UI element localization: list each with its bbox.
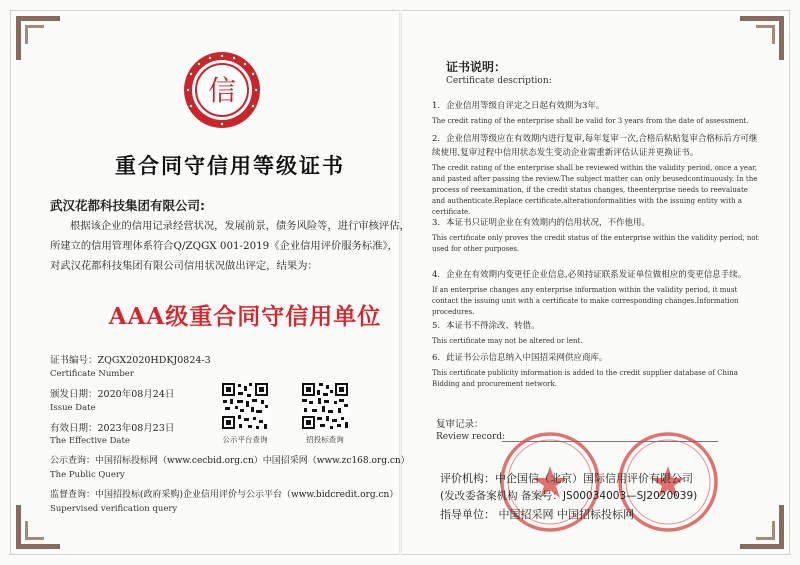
description-item	[432, 216, 762, 255]
effective-date-en: The Effective Date	[50, 436, 130, 446]
effective-date-label: 有效日期：	[50, 423, 98, 434]
item-text-en: The credit rating of the enterprise shall be reviewed within the validity period, once a year, and pasted after passing the review.The subject matter can only beusedcontinuously. In the process of reexamination, if the credit status changes, theenterprise needs to reevaluate and authenticate.Replace certificate.alterationformalities with the issuing entity with a certificate.	[432, 164, 758, 216]
effective-date-value: 2023年08月23日	[97, 423, 175, 434]
item-number: 6.	[432, 353, 441, 363]
certificate-number-value: ZQGX2020HDKJ0824-3	[97, 355, 211, 366]
item-text-en: This certificate publicity information is added to the credit supplier database of China Bidding and procurement network.	[432, 369, 738, 388]
public-platform-qr-code-icon[interactable]	[221, 382, 269, 430]
public-query-en: The Public Query	[50, 470, 125, 480]
item-text-en: If an enterprise changes any enterprise information within the validity period, it must contact the issuing unit with a certificate to make corresponding changes.Information procedures.	[432, 286, 739, 316]
description-item	[432, 99, 762, 127]
item-text-zh: 企业信用等级应在有效期内进行复审,每年复审一次,合格后粘贴复审合格标后方可继续使用,复审过程中信用状态发生变动企业需重新评估认证并更换证书。	[432, 134, 758, 158]
supervision-query-en: Supervised verification query	[50, 504, 178, 514]
certificate-number-label: 证书编号：	[50, 355, 98, 366]
certificate-title: 重合同守信用等级证书	[115, 154, 345, 178]
description-title: 证书说明：	[446, 60, 507, 74]
item-text-en: The credit rating of the enterprise shall be valid for 3 years from the date of assessment.	[432, 117, 749, 125]
certificate-number	[50, 352, 270, 366]
credit-rating-result: AAA级重合同守信用单位	[108, 303, 382, 330]
public-query-info: 公示查询：中国招标投标网（www.cecbid.org.cn）中国招采网（www.zc168.org.cn）	[50, 456, 410, 466]
review-record-label: 复审记录：	[436, 419, 484, 430]
svg-text:信: 信	[207, 74, 237, 107]
issue-date-label: 颁发日期：	[50, 389, 98, 400]
statement-line: 所建立的信用管理体系符合Q/ZQGX 001-2019《企业信用评价服务标准》，	[50, 240, 398, 252]
item-text-zh: 本证书不得涂改、转借。	[446, 321, 540, 331]
statement-line: 根据该企业的信用记录经营状况，发展前景，债务风险等，进行审核评估，	[70, 220, 410, 232]
assessment-statement	[50, 216, 410, 276]
bidding-query-qr-code-icon[interactable]	[301, 382, 349, 430]
issue-date-en: Issue Date	[50, 403, 96, 413]
item-text-en: This certificate may not be altered or lent.	[432, 337, 583, 345]
company-name: 武汉花都科技集团有限公司:	[50, 198, 205, 213]
item-text-zh: 此证书公示信息纳入中国招采网供应商库。	[446, 353, 608, 363]
item-number: 2.	[432, 134, 441, 144]
description-item	[432, 351, 762, 390]
issue-date-value: 2020年08月24日	[97, 389, 175, 400]
description-item	[432, 132, 762, 218]
credit-integrity-emblem-icon	[182, 50, 262, 130]
filing-record: (发改委备案机构 备案号：JS00034003—SJ2020039)	[440, 490, 698, 502]
certificate-left-page	[40, 0, 410, 565]
item-number: 3.	[432, 218, 441, 228]
certificate-right-page	[420, 0, 770, 565]
description-subtitle: Certificate description:	[446, 76, 552, 86]
review-record-en: Review record:	[436, 432, 506, 442]
description-item	[432, 268, 762, 318]
supervision-query-info: 监督查询：中国招投标(政府采购)企业信用评价与公示平台（www.bidcredit.org.cn）	[50, 490, 399, 500]
item-number: 1.	[432, 101, 441, 111]
bidding-query-qr-label: 招投标查询	[306, 435, 344, 444]
item-text-zh: 企业信用等级自评定之日起有效期为3年。	[446, 101, 605, 111]
certificate-number-en: Certificate Number	[50, 369, 134, 379]
item-number: 4.	[432, 270, 441, 280]
guiding-units: 指导单位： 中国招采网 中国招标投标网	[440, 508, 634, 521]
item-text-zh: 企业在有效期内变更任企业信息,必须持证联系发证单位做相应的变更信息手续。	[446, 270, 747, 280]
description-item	[432, 319, 762, 347]
evaluation-organization: 评价机构：中企国信（北京）国际信用评价有限公司	[440, 472, 693, 485]
item-text-zh: 本证书只证明企业在有效期内的信用状况，不作他用。	[446, 218, 651, 228]
statement-line: 对武汉花都科技集团有限公司信用状况做出评定，结果为：	[50, 260, 318, 272]
item-number: 5.	[432, 321, 441, 331]
item-text-en: This certificate only proves the credit status of the enterprise within the validity period, not used for other purposes.	[432, 234, 759, 253]
center-fold	[399, 10, 402, 555]
public-platform-qr-label: 公示平台查询	[222, 435, 268, 444]
